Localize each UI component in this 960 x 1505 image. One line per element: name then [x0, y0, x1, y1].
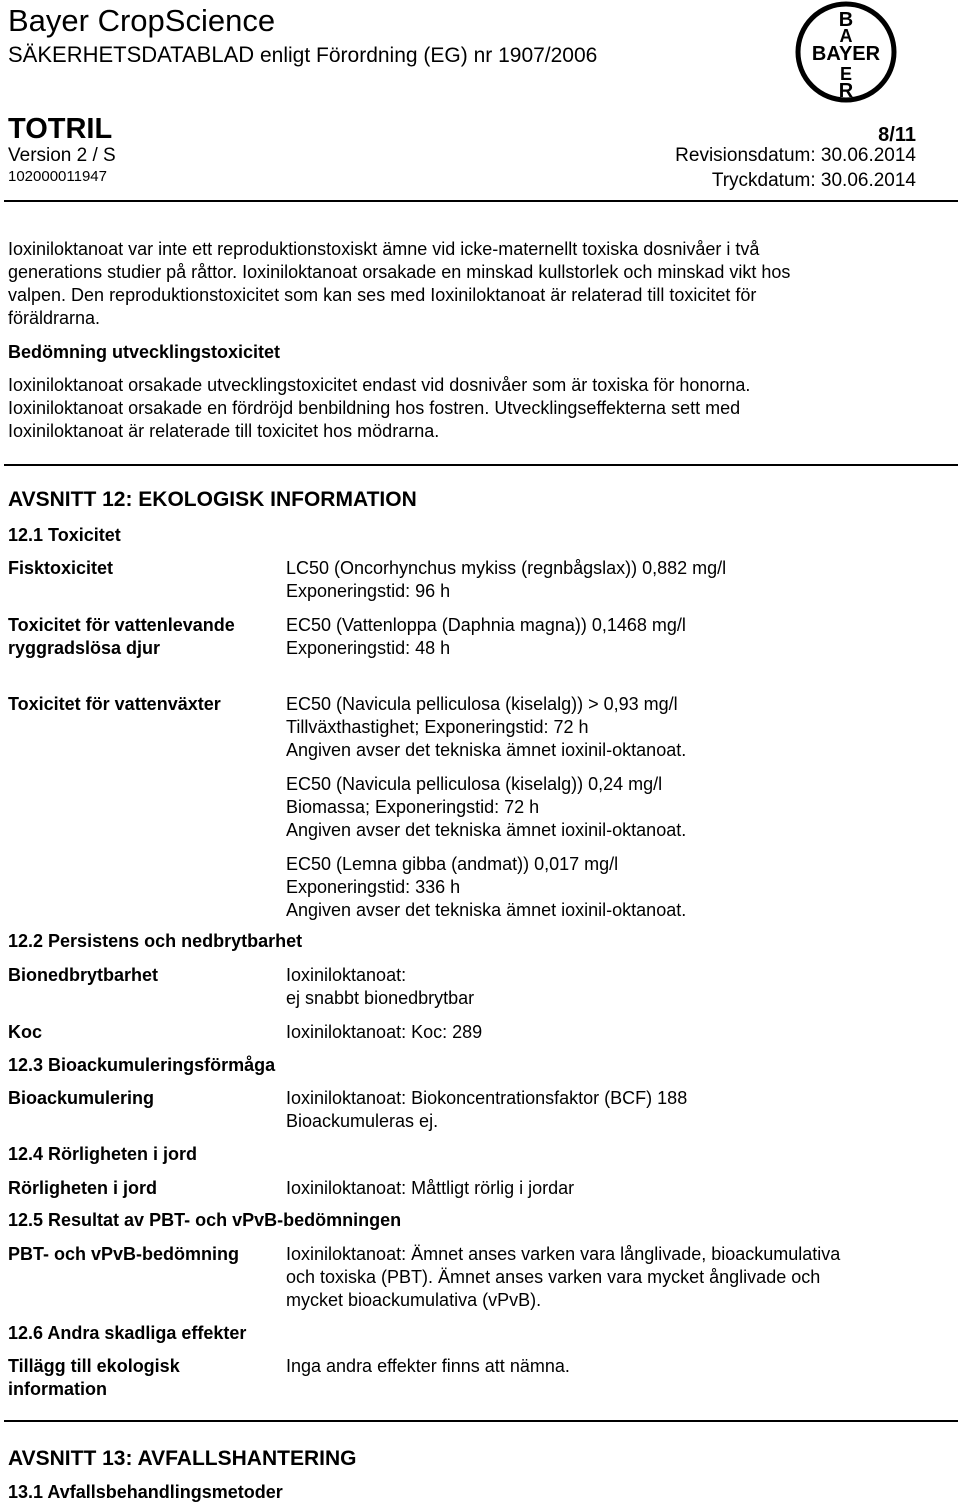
plant2-line1: EC50 (Navicula pelliculosa (kiselalg)) 0,24 mg/l [286, 774, 663, 794]
material-number: 102000011947 [8, 168, 107, 185]
label-soil-mobility: Rörligheten i jord [8, 1178, 158, 1198]
subsection-12-5: 12.5 Resultat av PBT- och vPvB-bedömningen [8, 1210, 402, 1230]
label-pbt: PBT- och vPvB-bedömning [8, 1244, 240, 1264]
section-12-title: AVSNITT 12: EKOLOGISK INFORMATION [8, 488, 417, 511]
plant1-line3: Angiven avser det tekniska ämnet ioxinil-oktanoat. [286, 740, 687, 760]
fish-line2: Exponeringstid: 96 h [286, 581, 451, 601]
subsection-12-2: 12.2 Persistens och nedbrytbarhet [8, 931, 303, 951]
fish-line1: LC50 (Oncorhynchus mykiss (regnbågslax)) 0,882 mg/l [286, 558, 727, 578]
subsection-13-1: 13.1 Avfallsbehandlingsmetoder [8, 1482, 283, 1502]
print-date: Tryckdatum: 30.06.2014 [711, 170, 916, 191]
logo-letter-r: R [838, 80, 854, 102]
bioacc-line2: Bioackumuleras ej. [286, 1111, 439, 1131]
header-divider [4, 200, 958, 202]
plant3-line3: Angiven avser det tekniska ämnet ioxinil-oktanoat. [286, 900, 687, 920]
pbt-line2: och toxiska (PBT). Ämnet anses varken vara mycket ånglivade och [286, 1267, 821, 1287]
regulation-ref: enligt Förordning (EG) nr 1907/2006 [259, 44, 598, 67]
revision-date: Revisionsdatum: 30.06.2014 [675, 145, 916, 166]
label-biodegradability: Bionedbrytbarhet [8, 965, 159, 985]
label-fish-toxicity: Fisktoxicitet [8, 558, 114, 578]
company-name: Bayer CropScience [8, 3, 276, 38]
plant1-line2: Tillväxthastighet; Exponeringstid: 72 h [286, 717, 589, 737]
logo-letter-e: E [839, 64, 853, 84]
heading-dev-tox: Bedömning utvecklingstoxicitet [8, 342, 281, 362]
sds-title-line [8, 42, 597, 69]
label-plant-toxicity: Toxicitet för vattenväxter [8, 694, 221, 714]
plant3-line2: Exponeringstid: 336 h [286, 877, 461, 897]
intro-para1-line4: föräldrarna. [8, 308, 101, 328]
plant2-line3: Angiven avser det tekniska ämnet ioxinil-oktanoat. [286, 820, 687, 840]
section-divider-13 [4, 1420, 958, 1422]
intro-para1-line3: valpen. Den reproduktionstoxicitet som kan ses med Ioxiniloktanoat är relaterad till toxicitet för [8, 285, 757, 305]
label-other-line1: Tillägg till ekologisk [8, 1356, 180, 1376]
product-name: TOTRIL [8, 113, 113, 145]
bio-line2: ej snabbt bionedbrytbar [286, 988, 475, 1008]
bio-line1: Ioxiniloktanoat: [286, 965, 407, 985]
other-value: Inga andra effekter finns att nämna. [286, 1356, 570, 1376]
label-invert-line2: ryggradslösa djur [8, 638, 161, 658]
intro-para2-line1: Ioxiniloktanoat orsakade utvecklingstoxicitet endast vid dosnivåer som är toxiska för honorna. [8, 375, 751, 395]
plant2-line2: Biomassa; Exponeringstid: 72 h [286, 797, 540, 817]
bioacc-line1: Ioxiniloktanoat: Biokoncentrationsfaktor (BCF) 188 [286, 1088, 688, 1108]
page-number: 8/11 [878, 124, 916, 146]
subsection-12-4: 12.4 Rörligheten i jord [8, 1144, 198, 1164]
logo-letter-b: B [838, 9, 854, 31]
label-bioaccumulation: Bioackumulering [8, 1088, 155, 1108]
invert-line1: EC50 (Vattenloppa (Daphnia magna)) 0,1468 mg/l [286, 615, 686, 635]
version: Version 2 / S [8, 145, 116, 166]
intro-para1-line1: Ioxiniloktanoat var inte ett reproduktionstoxiskt ämne vid icke-maternellt toxiska dosnivåer i två [8, 239, 760, 259]
label-other-line2: information [8, 1379, 107, 1399]
invert-line2: Exponeringstid: 48 h [286, 638, 451, 658]
plant1-line1: EC50 (Navicula pelliculosa (kiselalg)) > 0,93 mg/l [286, 694, 678, 714]
subsection-12-3: 12.3 Bioackumuleringsförmåga [8, 1055, 276, 1075]
section-divider-12 [4, 464, 958, 466]
sds-title: SÄKERHETSDATABLAD [8, 42, 255, 67]
bayer-cross-logo [794, 0, 898, 104]
pbt-line3: mycket bioackumulativa (vPvB). [286, 1290, 542, 1310]
label-koc: Koc [8, 1022, 43, 1042]
logo-letter-a: A [839, 26, 853, 46]
logo-text: BAYER [811, 43, 881, 65]
subsection-12-1: 12.1 Toxicitet [8, 525, 121, 545]
section-13-title: AVSNITT 13: AVFALLSHANTERING [8, 1447, 357, 1470]
intro-para2-line3: Ioxiniloktanoat är relaterade till toxicitet hos mödrarna. [8, 421, 440, 441]
koc-value: Ioxiniloktanoat: Koc: 289 [286, 1022, 483, 1042]
intro-para1-line2: generations studier på råttor. Ioxiniloktanoat orsakade en minskad kullstorlek och minskad vikt hos [8, 262, 791, 282]
intro-para2-line2: Ioxiniloktanoat orsakade en fördröjd benbildning hos fostren. Utvecklingseffekterna sett med [8, 398, 741, 418]
label-invert-line1: Toxicitet för vattenlevande [8, 615, 235, 635]
mobility-value: Ioxiniloktanoat: Måttligt rörlig i jordar [286, 1178, 575, 1198]
subsection-12-6: 12.6 Andra skadliga effekter [8, 1323, 247, 1343]
plant3-line1: EC50 (Lemna gibba (andmat)) 0,017 mg/l [286, 854, 619, 874]
pbt-line1: Ioxiniloktanoat: Ämnet anses varken vara långlivade, bioackumulativa [286, 1244, 841, 1264]
